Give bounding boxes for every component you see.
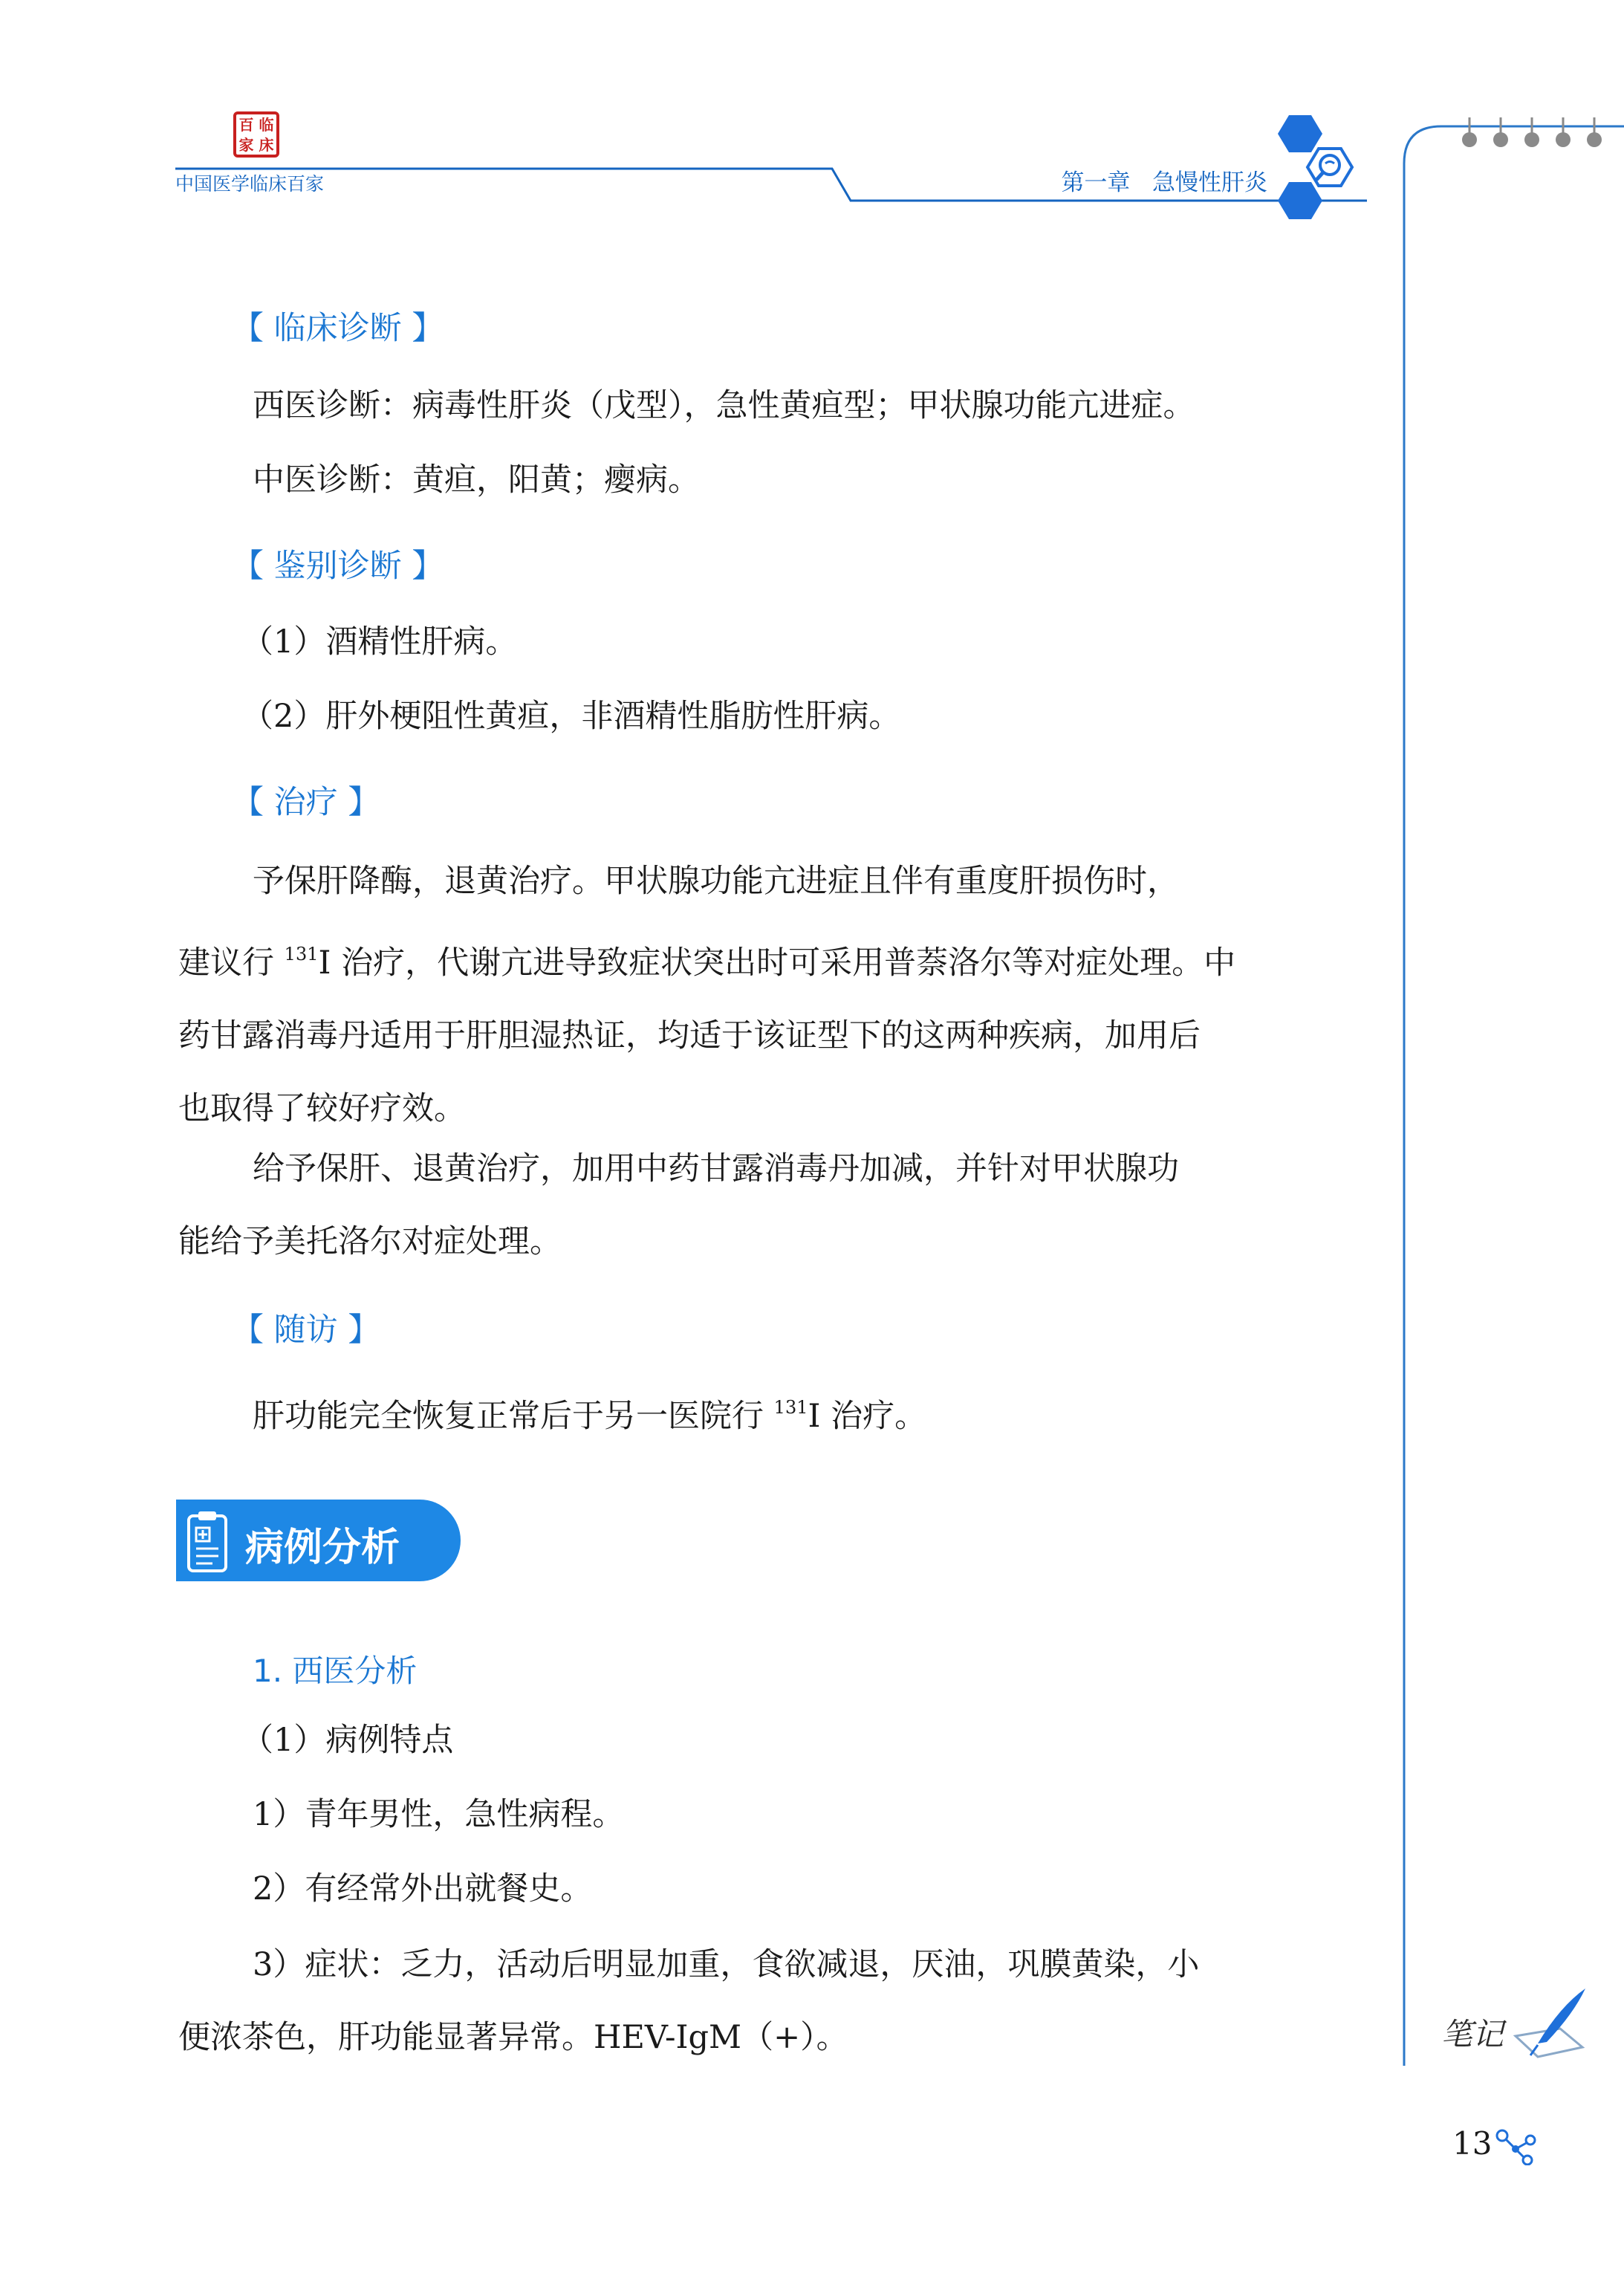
treatment-heading: 【 治疗 】 [232, 784, 380, 821]
clipboard-icon [186, 1508, 229, 1574]
isotope-superscript: 131 [284, 944, 319, 965]
followup-text [253, 1390, 926, 1434]
western-analysis-heading: 1. 西医分析 [253, 1653, 418, 1689]
followup-isotope-superscript: 131 [773, 1397, 808, 1418]
treatment-p1-line-2-pre: 建议行 [178, 944, 285, 982]
treatment-p2-line-2: 能给予美托洛尔对症处理。 [178, 1223, 562, 1260]
binder-rings-icon [1462, 117, 1602, 147]
followup-post: I 治疗。 [808, 1398, 927, 1435]
notes-label: 笔记 [1441, 2016, 1504, 2052]
treatment-p1-line-3: 药甘露消毒丹适用于肝胆湿热证，均适于该证型下的这两种疾病，加用后 [178, 1017, 1201, 1054]
seal-char-1: 百 [238, 115, 254, 134]
quill-notebook-icon [1508, 1984, 1590, 2066]
series-brand: 中国医学临床百家 [175, 173, 325, 195]
clinical-diagnosis-heading: 【 临床诊断 】 [232, 310, 444, 347]
treatment-p1-line-1: 予保肝降酶，退黄治疗。甲状腺功能亢进症且伴有重度肝损伤时， [253, 863, 1179, 900]
western-diagnosis: 西医诊断：病毒性肝炎（戊型），急性黄疸型；甲状腺功能亢进症。 [253, 387, 1195, 424]
treatment-p2-line-1: 给予保肝、退黄治疗，加用中药甘露消毒丹加减，并针对甲状腺功 [253, 1150, 1179, 1187]
treatment-paragraph-2 [178, 1132, 1179, 1278]
case-features-title: （1）病例特点 [241, 1722, 454, 1759]
case-feature-3 [178, 1928, 1199, 2074]
treatment-p1-line-4: 也取得了较好疗效。 [178, 1090, 466, 1127]
case-feature-3-line-1: 3）症状：乏力，活动后明显加重，食欲减退，厌油，巩膜黄染，小 [253, 1946, 1200, 1983]
case-analysis-title: 病例分析 [245, 1526, 400, 1570]
differential-item-1: （1）酒精性肝病。 [241, 623, 518, 661]
case-feature-3-line-2: 便浓茶色，肝功能显著异常。HEV-IgM（+）。 [178, 2019, 848, 2056]
differential-item-2: （2）肝外梗阻性黄疸，非酒精性脂肪性肝病。 [241, 698, 901, 735]
page-number: 13 [1452, 2125, 1493, 2162]
treatment-p1-line-2 [178, 918, 1235, 999]
differential-diagnosis-heading: 【 鉴别诊断 】 [232, 548, 444, 585]
tcm-diagnosis: 中医诊断：黄疸，阳黄；瘿病。 [253, 461, 700, 499]
header-rule [0, 0, 1624, 238]
chapter-title: 第一章 急慢性肝炎 [1061, 169, 1267, 196]
notebook-margin [1397, 104, 1624, 2066]
seal-char-3: 家 [238, 135, 254, 154]
followup-heading: 【 随访 】 [232, 1312, 380, 1349]
hexagon-magnifier-icon [1256, 111, 1360, 223]
seal-char-4: 床 [259, 135, 274, 154]
treatment-paragraph-1 [178, 845, 1235, 1145]
share-nodes-icon [1493, 2127, 1538, 2165]
treatment-p1-line-2-post: I 治疗，代谢亢进导致症状突出时可采用普萘洛尔等对症处理。中 [318, 944, 1236, 982]
followup-pre: 肝功能完全恢复正常后于另一医院行 [253, 1398, 774, 1435]
seal-char-2: 临 [259, 115, 274, 134]
case-feature-2: 2）有经常外出就餐史。 [253, 1870, 593, 1907]
case-feature-1: 1）青年男性，急性病程。 [253, 1796, 625, 1833]
